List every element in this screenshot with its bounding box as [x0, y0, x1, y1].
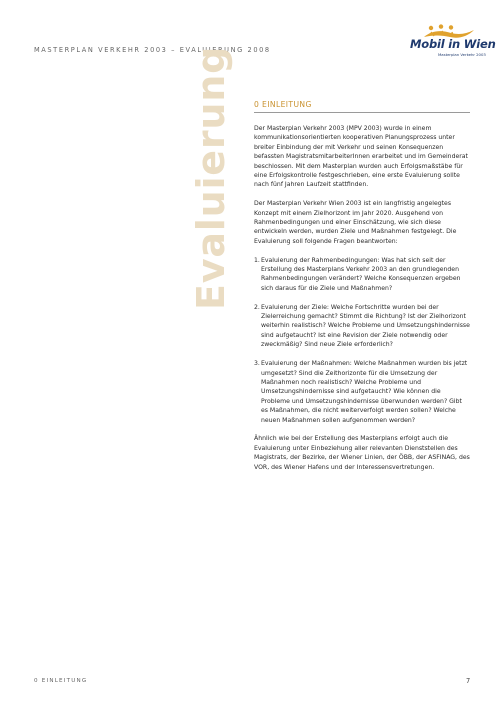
vertical-title-text: Evaluierung — [189, 45, 233, 310]
closing-paragraph: Ähnlich wie bei der Erstellung des Masterplans erfolgt auch die Evaluierung unter Einbeziehung aller relevanten Dienststellen des Magistrats, der Bezirke, der Wiener Linien, der ÖBB, der ASFINAG, des VOR, des Wiener Hafens und der Interessensvertretungen. — [254, 435, 470, 471]
logo-text: Mobil in Wien — [410, 37, 496, 51]
intro-paragraph: Der Masterplan Verkehr 2003 (MPV 2003) wurde in einem kommunikationsorientierten kooperativen Planungsprozess unter breiter Einbindung der mit Verkehr und seinen Konsequenzen befassten MagistratsmitarbeiterInnen erarbeitet und im Gemeinderat beschlossen. Mit dem Masterplan wurden auch Erfolgsmaßstäbe für eine Erfolgskontrolle festgeschrieben, eine erste Evaluierung sollte nach fünf Jahren Laufzeit stattfinden. — [254, 125, 468, 189]
main-content — [254, 100, 470, 481]
list-item — [254, 256, 470, 294]
footer-section-label: 0 EINLEITUNG — [34, 678, 88, 684]
running-header: MASTERPLAN VERKEHR 2003 – EVALUIERUNG 2008 — [34, 46, 271, 54]
list-item-number: 3. — [254, 360, 260, 368]
logo-subtext: Masterplan Verkehr 2003 — [438, 52, 486, 57]
list-item-text: Evaluierung der Rahmenbedingungen: Was hat sich seit der Erstellung des Masterplans Verkehr 2003 an den grundlegenden Rahmenbedingungen verändert? Welche Konsequenzen ergeben sich daraus für die Ziele und Maßnahmen? — [261, 256, 461, 292]
list-item-number: 2. — [254, 303, 260, 311]
page-number: 7 — [466, 677, 471, 685]
vertical-title — [188, 45, 238, 310]
list-item — [254, 303, 470, 350]
list-item-number: 1. — [254, 256, 260, 264]
list-item-text: Evaluierung der Maßnahmen: Welche Maßnahmen wurden bis jetzt umgesetzt? Sind die Zeithorizonte für die Umsetzung der Maßnahmen noch realistisch? Welche Probleme und Umsetzungshindernisse sind aufgetaucht? Wie können die Probleme und Umsetzungshindernisse überwunden werden? Gibt es Maßnahmen, die nicht weiterverfolgt werden sollen? Welche neuen Maßnahmen sollen aufgenommen werden? — [261, 360, 468, 424]
logo — [404, 24, 496, 64]
list-item — [254, 359, 470, 425]
section-title: 0 EINLEITUNG — [254, 100, 470, 113]
questions-list — [254, 256, 470, 425]
list-item-text: Evaluierung der Ziele: Welche Fortschritte wurden bei der Zielerreichung gemacht? Stimmt die Richtung? Ist der Zielhorizont weiterhin realistisch? Welche Probleme und Umsetzungshindernisse sind aufgetaucht? Ist eine Revision der Ziele notwendig oder zweckmäßig? Sind neue Ziele erforderlich? — [261, 303, 470, 349]
context-paragraph: Der Masterplan Verkehr Wien 2003 ist ein langfristig angelegtes Konzept mit einem Zielhorizont im Jahr 2020. Ausgehend von Rahmenbedingungen und einer Einschätzung, wie sich diese entwickeln werden, wurden Ziele und Maßnahmen festgelegt. Die Evaluierung soll folgende Fragen beantworten: — [254, 200, 457, 245]
